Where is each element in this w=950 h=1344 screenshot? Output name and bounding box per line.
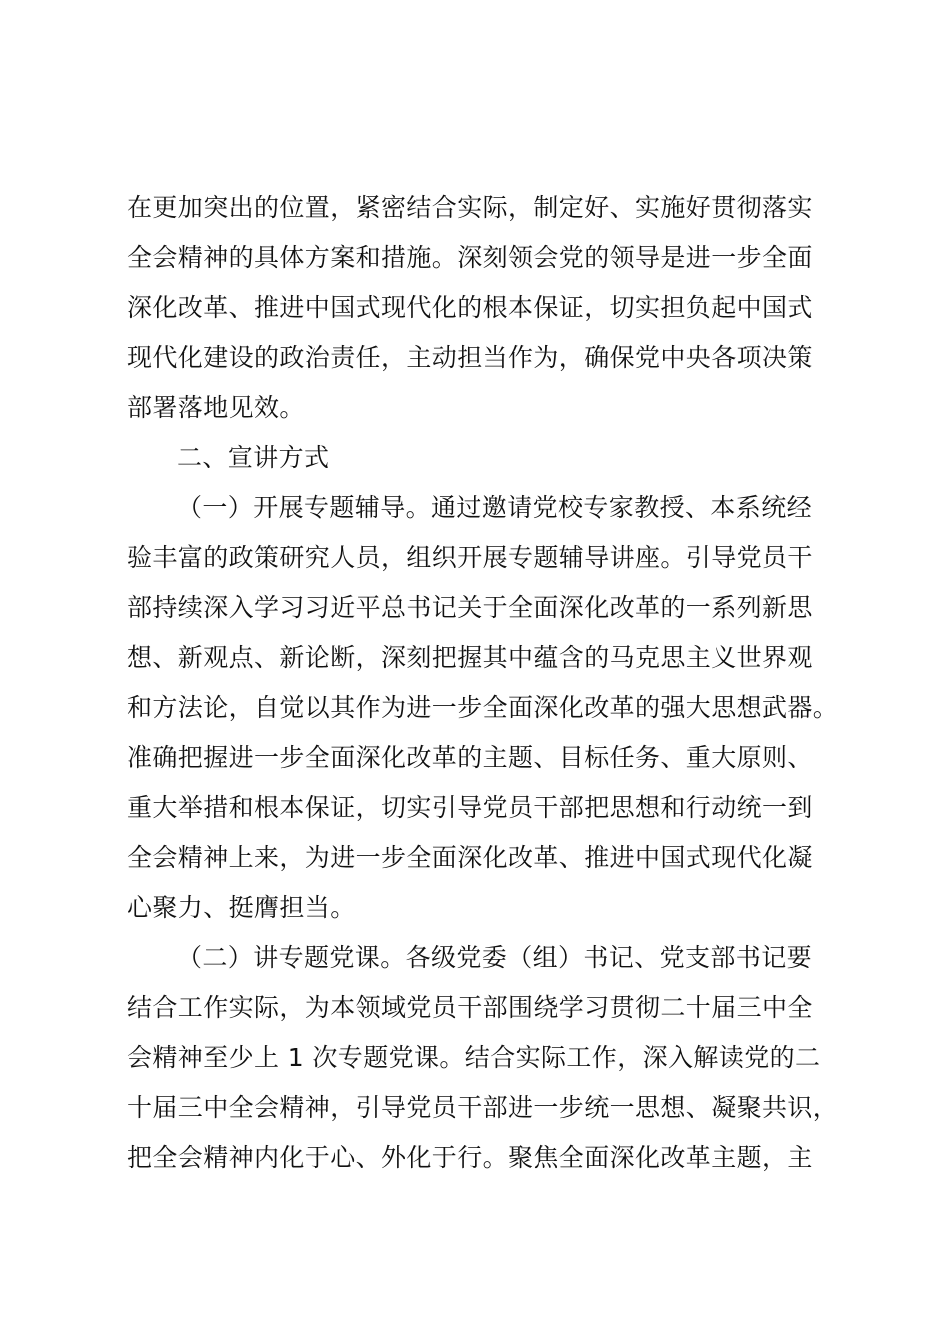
text-line: 现代化建设的政治责任，主动担当作为，确保党中央各项决策 bbox=[127, 343, 813, 372]
text-line: 部署落地见效。 bbox=[127, 393, 305, 422]
text-line: （二）讲专题党课。各级党委（组）书记、党支部书记要 bbox=[177, 943, 813, 972]
text-line: 全会精神的具体方案和措施。深刻领会党的领导是进一步全面 bbox=[127, 243, 813, 272]
text-line: 部持续深入学习习近平总书记关于全面深化改革的一系列新思 bbox=[127, 593, 813, 622]
text-line: 全会精神上来，为进一步全面深化改革、推进中国式现代化凝 bbox=[127, 843, 813, 872]
text-line: 深化改革、推进中国式现代化的根本保证，切实担负起中国式 bbox=[127, 293, 813, 322]
body-text bbox=[127, 183, 837, 1183]
text-line: 想、新观点、新论断，深刻把握其中蕴含的马克思主义世界观 bbox=[127, 643, 813, 672]
text-line: 会精神至少上 1 次专题党课。结合实际工作，深入解读党的二 bbox=[127, 1043, 821, 1072]
text-line: 把全会精神内化于心、外化于行。聚焦全面深化改革主题，主 bbox=[127, 1143, 813, 1172]
text-line: 心聚力、挺膺担当。 bbox=[127, 893, 356, 922]
text-line: 结合工作实际，为本领域党员干部围绕学习贯彻二十届三中全 bbox=[127, 993, 813, 1022]
text-line: 验丰富的政策研究人员，组织开展专题辅导讲座。引导党员干 bbox=[127, 543, 813, 572]
text-line: 二、宣讲方式 bbox=[177, 443, 330, 472]
text-line: 准确把握进一步全面深化改革的主题、目标任务、重大原则、 bbox=[127, 743, 813, 772]
text-line: 十届三中全会精神，引导党员干部进一步统一思想、凝聚共识， bbox=[127, 1093, 839, 1122]
text-line: 重大举措和根本保证，切实引导党员干部把思想和行动统一到 bbox=[127, 793, 813, 822]
text-line: 和方法论，自觉以其作为进一步全面深化改革的强大思想武器。 bbox=[127, 693, 839, 722]
text-line: （一）开展专题辅导。通过邀请党校专家教授、本系统经 bbox=[177, 493, 813, 522]
text-line: 在更加突出的位置，紧密结合实际，制定好、实施好贯彻落实 bbox=[127, 193, 813, 222]
